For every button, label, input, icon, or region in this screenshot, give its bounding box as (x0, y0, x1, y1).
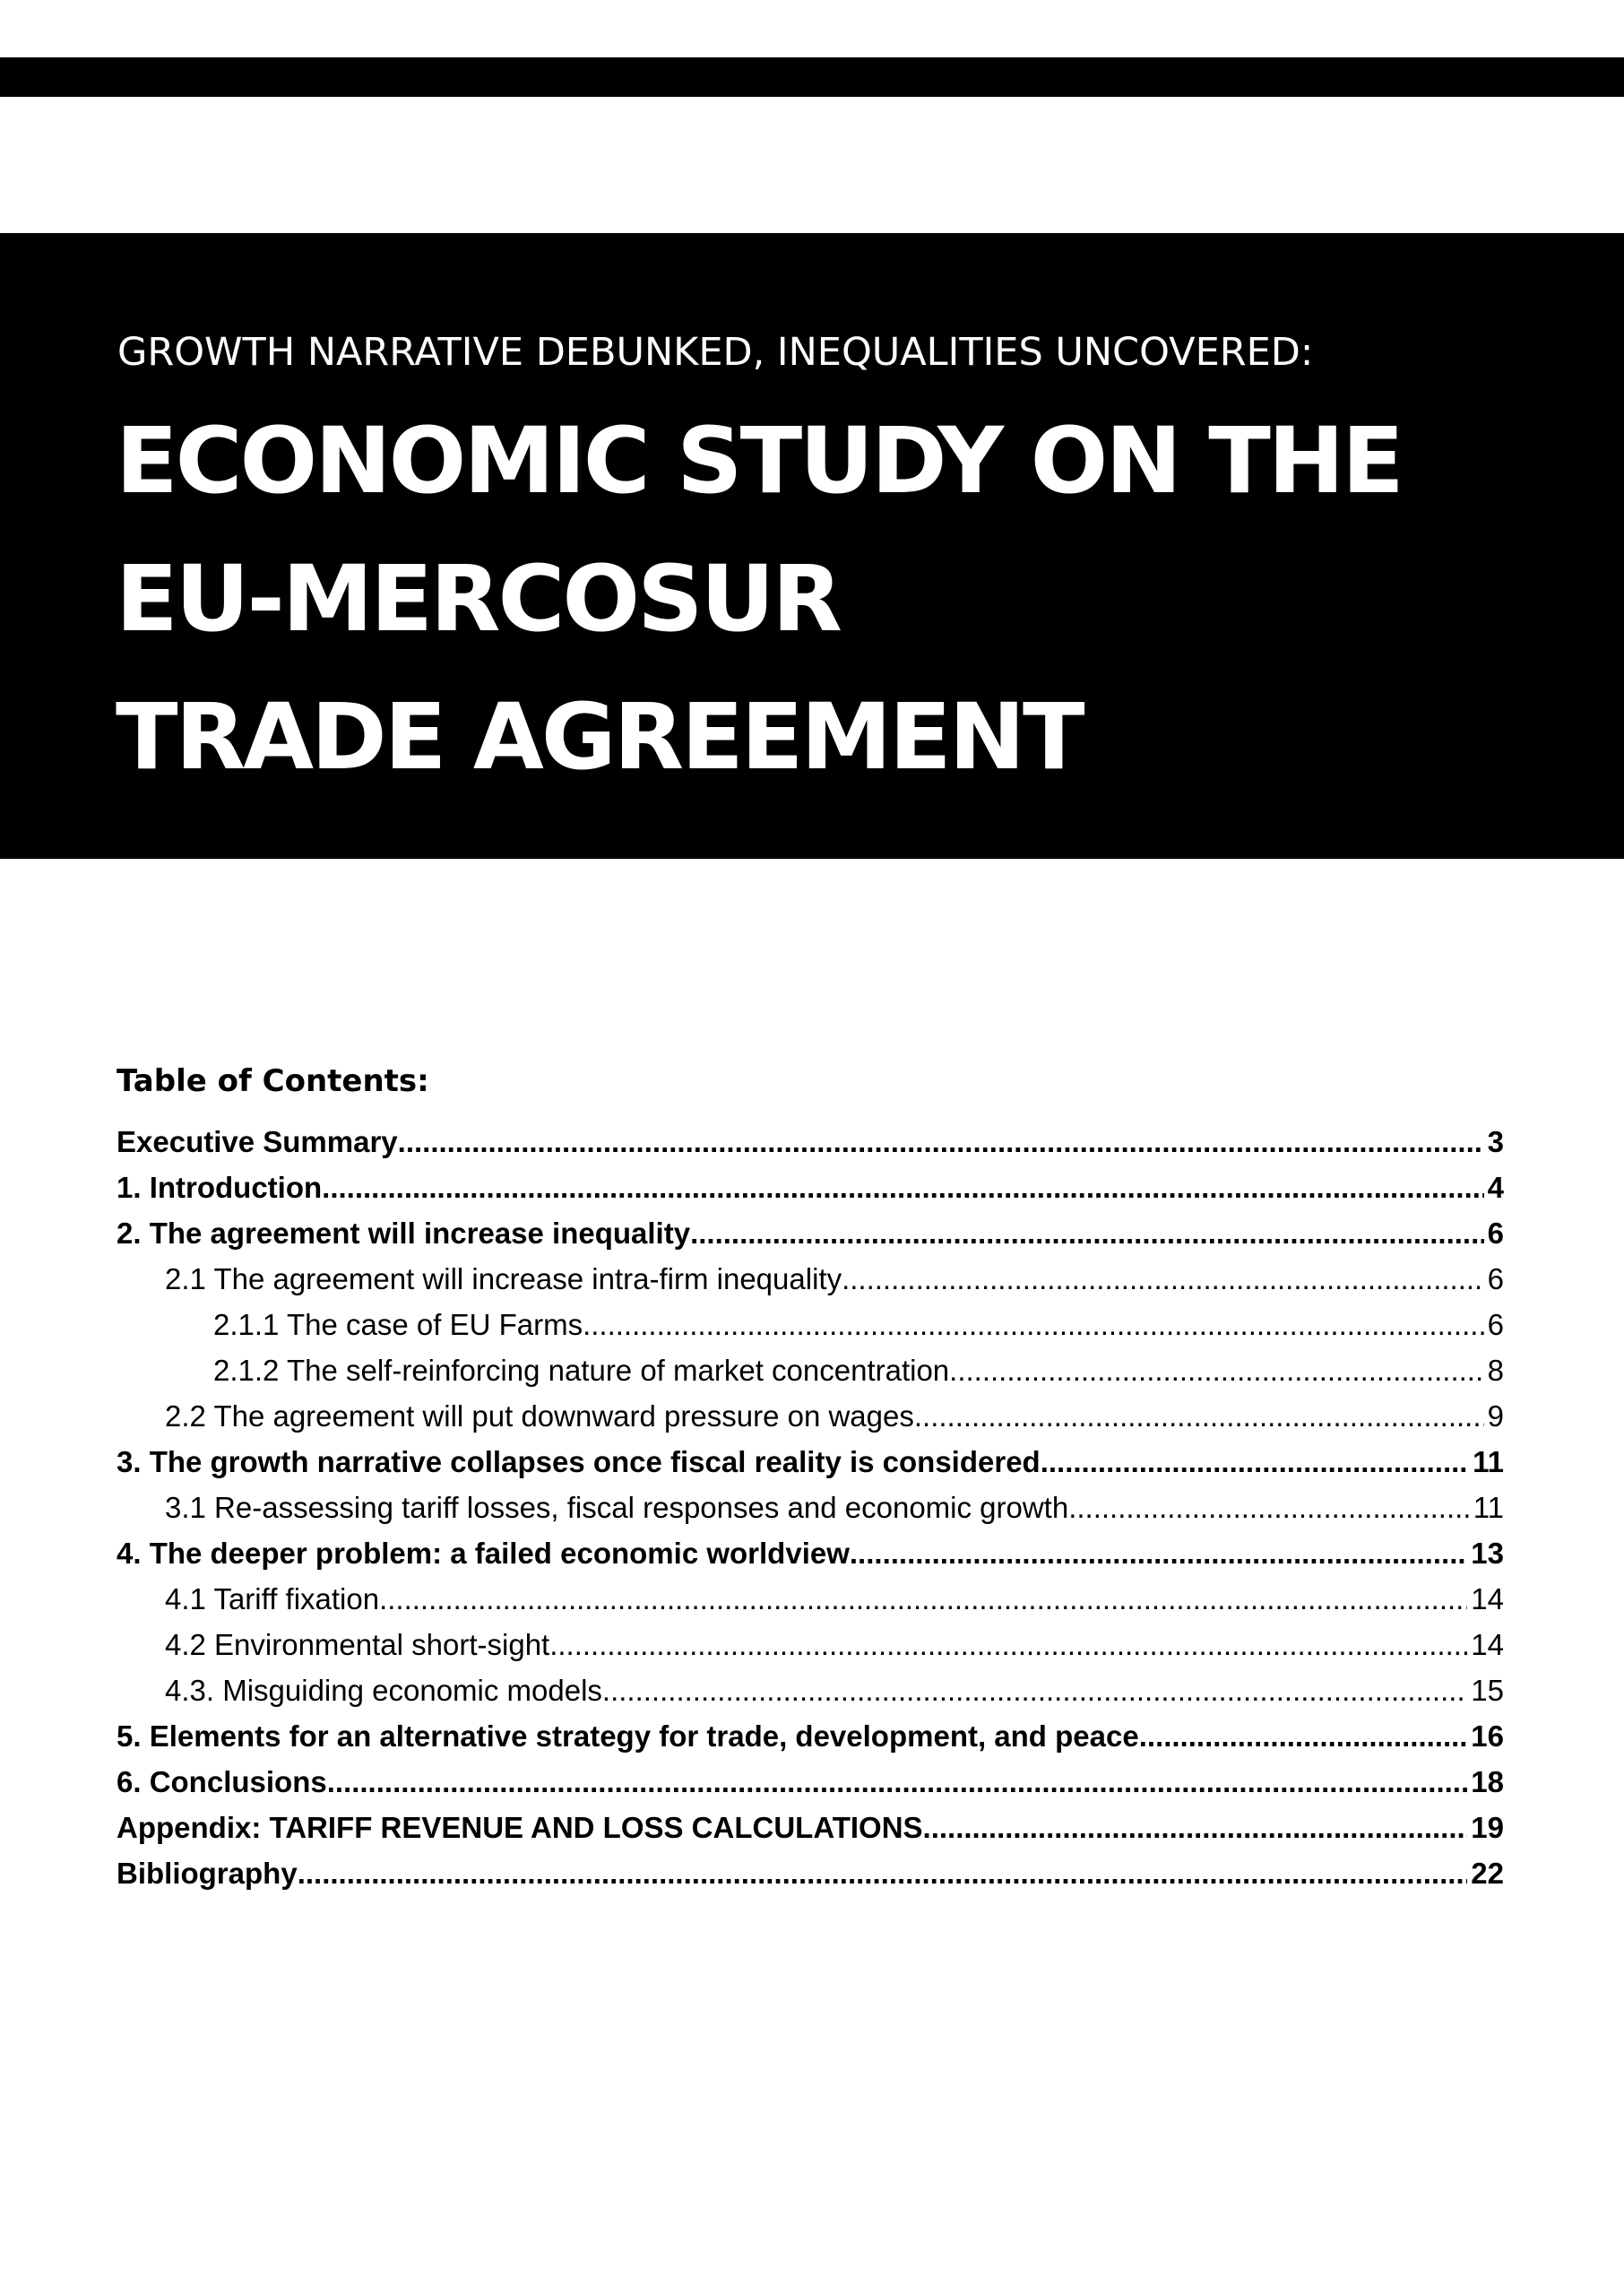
toc-leader-dots (602, 1667, 1467, 1713)
toc-entry[interactable] (117, 1576, 1504, 1622)
table-of-contents (117, 1061, 1504, 1896)
toc-entry-page-number: 18 (1471, 1765, 1504, 1798)
toc-leader-dots (850, 1530, 1467, 1576)
toc-entry[interactable] (117, 1713, 1504, 1759)
toc-leader-dots (842, 1256, 1484, 1302)
toc-leader-dots (327, 1759, 1468, 1805)
toc-entry-label: 2.1.1 The case of EU Farms (213, 1308, 583, 1341)
toc-entry-label: 1. Introduction (117, 1171, 323, 1204)
toc-entry-label: 4.2 Environmental short-sight (165, 1628, 550, 1661)
toc-entry[interactable] (117, 1165, 1504, 1210)
toc-entry[interactable] (117, 1805, 1504, 1850)
toc-leader-dots (322, 1165, 1483, 1210)
toc-leader-dots (690, 1210, 1484, 1256)
toc-entry[interactable] (117, 1210, 1504, 1256)
toc-entry-page-number: 4 (1487, 1171, 1504, 1204)
toc-entry-label: 6. Conclusions (117, 1765, 327, 1798)
toc-entry-page-number: 19 (1471, 1811, 1504, 1844)
toc-leader-dots (379, 1576, 1467, 1622)
toc-leader-dots (1068, 1485, 1470, 1530)
toc-entry-label: 2.1.2 The self-reinforcing nature of market concentration (213, 1354, 950, 1387)
toc-entry-page-number: 9 (1487, 1399, 1504, 1433)
toc-entry-page-number: 3 (1487, 1125, 1504, 1158)
top-decorative-bar (0, 57, 1624, 97)
toc-entry[interactable] (117, 1622, 1504, 1667)
toc-entry[interactable] (117, 1393, 1504, 1439)
toc-entry-page-number: 16 (1471, 1719, 1504, 1753)
toc-leader-dots (398, 1119, 1484, 1165)
toc-entry[interactable] (117, 1530, 1504, 1576)
toc-entry[interactable] (117, 1347, 1504, 1393)
toc-entry-label: 4.1 Tariff fixation (165, 1582, 380, 1615)
title-banner (0, 233, 1624, 859)
toc-entry-page-number: 13 (1471, 1537, 1504, 1570)
toc-leader-dots (914, 1393, 1484, 1439)
toc-entry-label: 4. The deeper problem: a failed economic worldview (117, 1537, 850, 1570)
toc-entry-page-number: 14 (1471, 1582, 1504, 1615)
toc-entry-page-number: 6 (1487, 1308, 1504, 1341)
report-title (116, 393, 1402, 807)
report-title-line: ECONOMIC STUDY ON THE (116, 408, 1402, 515)
toc-entry[interactable] (117, 1439, 1504, 1485)
toc-entry-page-number: 22 (1471, 1857, 1504, 1890)
toc-entry[interactable] (117, 1850, 1504, 1896)
toc-entry-label: Bibliography (117, 1857, 298, 1890)
toc-list (117, 1119, 1504, 1896)
toc-entry-label: Appendix: TARIFF REVENUE AND LOSS CALCULATIONS (117, 1811, 923, 1844)
toc-entry-page-number: 6 (1487, 1217, 1504, 1250)
toc-leader-dots (923, 1805, 1468, 1850)
report-subtitle: GROWTH NARRATIVE DEBUNKED, INEQUALITIES UNCOVERED: (117, 330, 1314, 375)
toc-entry[interactable] (117, 1667, 1504, 1713)
toc-leader-dots (549, 1622, 1467, 1667)
toc-entry[interactable] (117, 1302, 1504, 1347)
toc-entry-page-number: 14 (1471, 1628, 1504, 1661)
toc-entry-label: 2.1 The agreement will increase intra-firm inequality (165, 1262, 842, 1295)
toc-entry[interactable] (117, 1256, 1504, 1302)
toc-leader-dots (1041, 1439, 1469, 1485)
toc-entry-page-number: 6 (1487, 1262, 1504, 1295)
toc-entry-label: 2. The agreement will increase inequality (117, 1217, 691, 1250)
toc-entry-label: 5. Elements for an alternative strategy for trade, development, and peace (117, 1719, 1139, 1753)
toc-entry-label: 2.2 The agreement will put downward pressure on wages (165, 1399, 914, 1433)
toc-entry-label: 3.1 Re-assessing tariff losses, fiscal responses and economic growth (165, 1491, 1069, 1524)
toc-entry-page-number: 15 (1471, 1674, 1504, 1707)
toc-leader-dots (1139, 1713, 1468, 1759)
toc-entry[interactable] (117, 1119, 1504, 1165)
report-title-line: TRADE AGREEMENT (116, 684, 1083, 791)
toc-entry-page-number: 11 (1473, 1445, 1504, 1478)
toc-entry-page-number: 8 (1487, 1354, 1504, 1387)
report-title-line: EU-MERCOSUR (116, 546, 840, 653)
toc-entry-label: Executive Summary (117, 1125, 398, 1158)
toc-leader-dots (949, 1347, 1483, 1393)
toc-entry[interactable] (117, 1485, 1504, 1530)
toc-entry-label: 4.3. Misguiding economic models (165, 1674, 602, 1707)
toc-entry-page-number: 11 (1473, 1491, 1504, 1524)
toc-entry-label: 3. The growth narrative collapses once fiscal reality is considered (117, 1445, 1041, 1478)
toc-heading: Table of Contents: (117, 1063, 429, 1099)
toc-leader-dots (583, 1302, 1484, 1347)
toc-leader-dots (298, 1850, 1468, 1896)
toc-entry[interactable] (117, 1759, 1504, 1805)
